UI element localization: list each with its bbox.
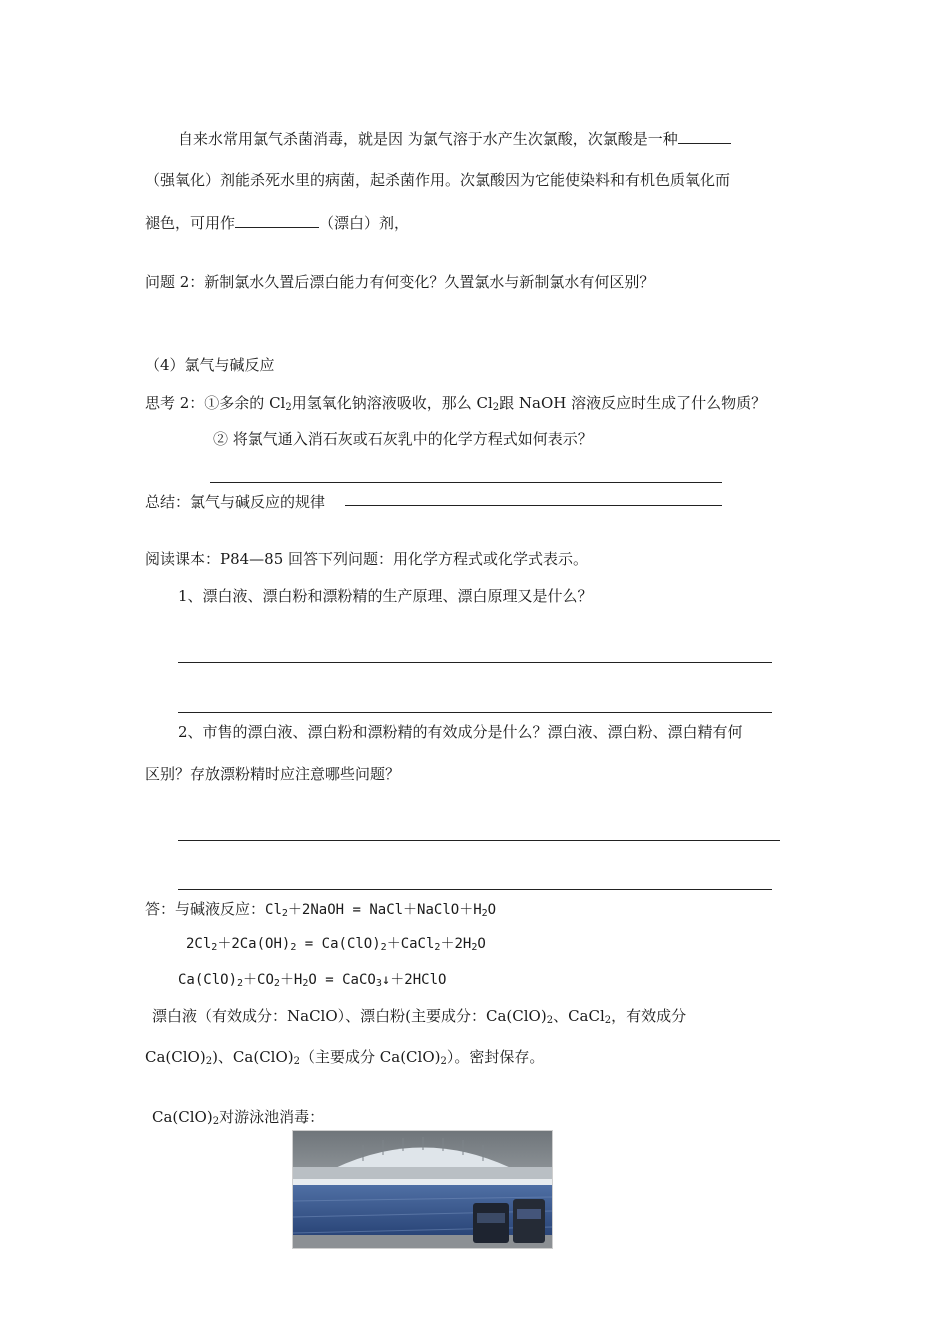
section-4-heading: （4）氯气与碱反应	[145, 356, 275, 374]
swimming-pool-photo	[292, 1130, 553, 1249]
answer-eq1: 答：与碱液反应：$Cl_2+2NaOH$ = $NaCl+NaClO+H_2O$	[145, 900, 497, 919]
think2-line1: 思考 2：①多余的 $Cl_2$用氢氧化钠溶液吸收，那么 $Cl_2$跟 NaOH 溶液反应时生成了什么物质？	[145, 394, 767, 413]
answer-rule-q1-a[interactable]	[178, 662, 772, 663]
blank-oxidizer[interactable]	[678, 127, 731, 144]
para1-text1: 自来水常用氯气杀菌消毒，就是因 为氯气溶于水产生次氯酸，次氯酸是一种	[178, 130, 678, 148]
answer-line5: $Ca(ClO)_2$)、$Ca(ClO)_2$（主要成分 $Ca(ClO)_2$）。密封保存。	[145, 1048, 545, 1067]
para1-line1	[178, 127, 731, 149]
pool-illustration	[293, 1131, 552, 1248]
answer-eq3: $Ca(ClO)_2+CO_2+H_2O$ = CaCO$_3$↓＋2HClO	[178, 972, 447, 989]
answer-rule-q2-b[interactable]	[178, 889, 772, 890]
reading-question-1: 1、漂白液、漂白粉和漂粉精的生产原理、漂白原理又是什么？	[178, 587, 593, 605]
pool-caption: $Ca(ClO)_2$对游泳池消毒：	[152, 1108, 325, 1127]
para1-text3b: （漂白）剂，	[319, 214, 410, 232]
blank-bleach[interactable]	[235, 211, 319, 228]
para1-line3	[145, 211, 409, 233]
para1-line2: （强氧化）剂能杀死水里的病菌，起杀菌作用。次氯酸因为它能使染料和有机色质氧化而	[145, 171, 731, 189]
answer-rule-q2-a[interactable]	[178, 840, 780, 841]
para1-text3a: 褪色，可用作	[145, 214, 236, 232]
answer-rule-think2[interactable]	[210, 482, 722, 483]
answer-eq2: $2Cl_2+2Ca(OH)_2$ = $Ca(ClO)_2+CaCl_2+2H_2O$	[186, 936, 486, 953]
think2-line2: ② 将氯气通入消石灰或石灰乳中的化学方程式如何表示？	[213, 430, 593, 448]
reading-instruction: 阅读课本：P84—85 回答下列问题：用化学方程式或化学式表示。	[145, 550, 589, 568]
answer-rule-summary[interactable]	[345, 505, 722, 506]
reading-question-2-line1: 2、市售的漂白液、漂白粉和漂粉精的有效成分是什么？漂白液、漂白粉、漂白精有何	[178, 723, 743, 741]
answer-rule-q1-b[interactable]	[178, 712, 772, 713]
summary-line: 总结：氯气与碱反应的规律	[145, 493, 326, 511]
answer-line4: 漂白液（有效成分：NaClO）、漂白粉(主要成分：$Ca(ClO)_2$、CaCl$_2$，有效成分	[152, 1007, 687, 1026]
reading-question-2-line2: 区别？存放漂粉精时应注意哪些问题？	[145, 765, 401, 783]
question-2: 问题 2：新制氯水久置后漂白能力有何变化？久置氯水与新制氯水有何区别？	[145, 273, 655, 291]
